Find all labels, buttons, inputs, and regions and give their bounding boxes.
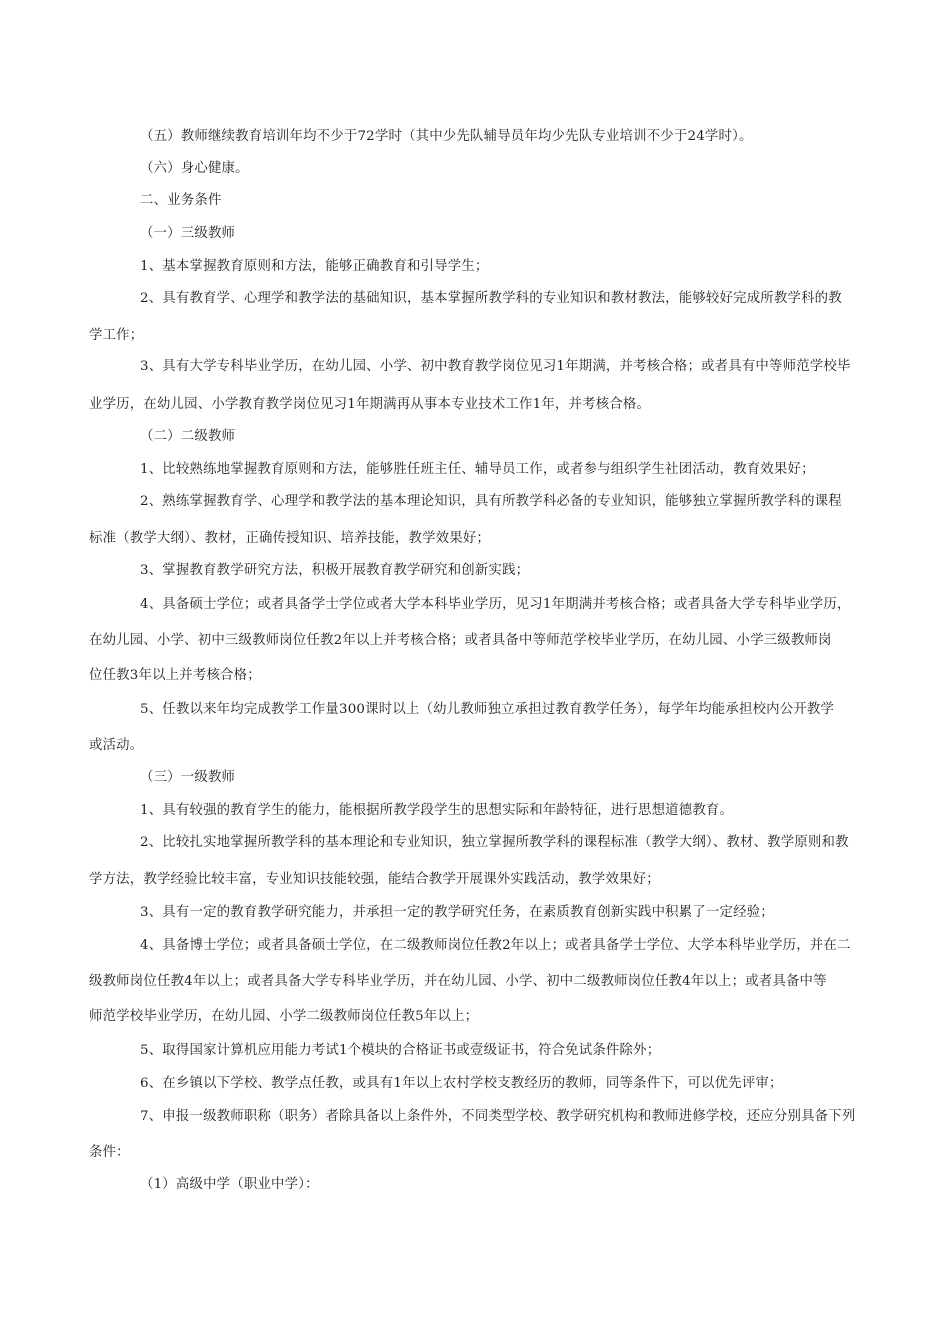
paragraph-line: （六）身心健康。 xyxy=(140,161,249,176)
subsection-heading: （二）二级教师 xyxy=(140,429,236,444)
paragraph-line: 4、具备博士学位；或者具备硕士学位，在二级教师岗位任教2年以上；或者具备学士学位、大学本科毕业学历，并在二 xyxy=(140,938,851,953)
paragraph-line: 3、具有大学专科毕业学历，在幼儿园、小学、初中教育教学岗位见习1年期满，并考核合格；或者具有中等师范学校毕 xyxy=(140,359,851,374)
paragraph-line: 4、具备硕士学位；或者具备学士学位或者大学本科毕业学历，见习1年期满并考核合格；或者具备大学专科毕业学历， xyxy=(140,597,851,612)
paragraph-line: 6、在乡镇以下学校、教学点任教，或具有1年以上农村学校支教经历的教师，同等条件下，可以优先评审； xyxy=(140,1076,783,1091)
paragraph-line: 师范学校毕业学历，在幼儿园、小学二级教师岗位任教5年以上； xyxy=(89,1009,479,1024)
paragraph-line: 1、比较熟练地掌握教育原则和方法，能够胜任班主任、辅导员工作，或者参与组织学生社团活动，教育效果好； xyxy=(140,462,815,477)
subsection-heading: （一）三级教师 xyxy=(140,226,236,241)
paragraph-line: 1、具有较强的教育学生的能力，能根据所教学段学生的思想实际和年龄特征，进行思想道德教育。 xyxy=(140,803,734,818)
paragraph-line: 2、比较扎实地掌握所教学科的基本理论和专业知识，独立掌握所教学科的课程标准（教学大纲）、教材、教学原则和教 xyxy=(140,835,849,850)
paragraph-line: 学方法，教学经验比较丰富，专业知识技能较强，能结合教学开展课外实践活动，教学效果好； xyxy=(89,872,660,887)
paragraph-line: 级教师岗位任教4年以上；或者具备大学专科毕业学历，并在幼儿园、小学、初中二级教师岗位任教4年以上；或者具备中等 xyxy=(89,974,827,989)
paragraph-line: 位任教3年以上并考核合格； xyxy=(89,668,261,683)
paragraph-line: 2、熟练掌握教育学、心理学和教学法的基本理论知识，具有所教学科必备的专业知识，能够独立掌握所教学科的课程 xyxy=(140,494,842,509)
paragraph-line: 3、掌握教育教学研究方法，积极开展教育教学研究和创新实践； xyxy=(140,563,530,578)
list-item-heading: （1）高级中学（职业中学）： xyxy=(140,1177,319,1192)
paragraph-line: 2、具有教育学、心理学和教学法的基础知识，基本掌握所教学科的专业知识和教材教法，能够较好完成所教学科的教 xyxy=(140,291,842,306)
paragraph-line: 学工作； xyxy=(89,328,144,343)
paragraph-line: （五）教师继续教育培训年均不少于72学时（其中少先队辅导员年均少先队专业培训不少于24学时）。 xyxy=(140,129,753,144)
subsection-heading: （三）一级教师 xyxy=(140,770,236,785)
section-heading: 二、业务条件 xyxy=(140,193,222,208)
paragraph-line: 1、基本掌握教育原则和方法，能够正确教育和引导学生； xyxy=(140,259,489,274)
paragraph-line: 7、申报一级教师职称（职务）者除具备以上条件外，不同类型学校、教学研究机构和教师进修学校，还应分别具备下列 xyxy=(140,1109,856,1124)
paragraph-line: 在幼儿园、小学、初中三级教师岗位任教2年以上并考核合格；或者具备中等师范学校毕业学历，在幼儿园、小学三级教师岗 xyxy=(89,633,832,648)
paragraph-line: 业学历，在幼儿园、小学教育教学岗位见习1年期满再从事本专业技术工作1年，并考核合格。 xyxy=(89,397,651,412)
paragraph-line: 条件： xyxy=(89,1145,130,1160)
paragraph-line: 5、任教以来年均完成教学工作量300课时以上（幼儿教师独立承担过教育教学任务），每学年均能承担校内公开教学 xyxy=(140,702,835,717)
paragraph-line: 5、取得国家计算机应用能力考试1个模块的合格证书或壹级证书，符合免试条件除外； xyxy=(140,1043,661,1058)
paragraph-line: 或活动。 xyxy=(89,738,144,753)
paragraph-line: 3、具有一定的教育教学研究能力，并承担一定的教学研究任务，在素质教育创新实践中积累了一定经验； xyxy=(140,905,774,920)
paragraph-line: 标准（教学大纲）、教材，正确传授知识、培养技能，教学效果好； xyxy=(89,531,491,546)
